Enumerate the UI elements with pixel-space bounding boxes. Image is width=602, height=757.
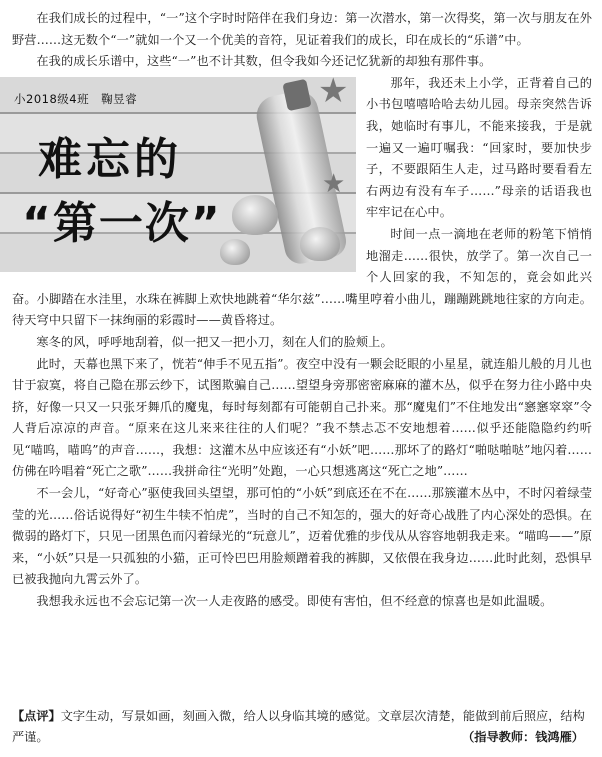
comment-label: 【点评】 xyxy=(12,709,61,723)
illustration-image xyxy=(0,77,356,272)
paragraph-7: 不一会儿，“好奇心”驱使我回头望望，那可怕的“小妖”到底还在不在……那簇灌木丛中，不时闪着绿莹莹的光……俗话说得好“初生牛犊不怕虎”，当时的自己不知怎的，强大的好奇心战胜了内心深处的恐惧。在微弱的路灯下，只见一团黑色而闪着绿光的“玩意儿”，迈着优雅的步伐从从容容地朝我走来。“喵呜——”原来，“小妖”只是一只孤独的小猫，正可怜巴巴用脸颊蹭着我的裤脚，又依偎在我身边……此时此刻，恐惧早已被我抛向九霄云外了。 xyxy=(12,486,592,587)
starfish-icon: ★ xyxy=(318,76,349,111)
image-caption: 小2018级4班 鞠昱睿 xyxy=(14,91,138,106)
paragraph-3: 那年，我还未上小学，正背着自己的小书包嘻嘻哈哈去幼儿园。母亲突然告诉我，她临时有事儿，不能来接我，于是就一遍又一遍叮嘱我：“回家时，要加快步子，不要跟陌生人走，过马路时要看看左右两边有没有车子……”母亲的话语我也牢牢记在心中。 xyxy=(366,75,592,220)
teacher-comment xyxy=(12,706,590,748)
teacher-signature: （指导教师：钱鸿雁） xyxy=(462,730,584,744)
article-body xyxy=(12,8,592,613)
image-title-line1: 难忘的 xyxy=(38,133,182,185)
shell-graphic xyxy=(232,195,278,235)
paragraph-1: 在我们成长的过程中，“一”这个字时时陪伴在我们身边：第一次潜水，第一次得奖，第一次与朋友在外野营……这无数个“一”就如一个又一个优美的音符，见证着我们的成长，印在成长的“乐谱”中。 xyxy=(12,11,592,47)
image-title-line2: “第一次” xyxy=(22,197,222,249)
paragraph-2: 在我的成长乐谱中，这些“一”也不计其数，但令我如今还记忆犹新的却独有那件事。 xyxy=(36,54,492,69)
starfish-icon: ★ xyxy=(322,168,346,199)
paragraph-6: 此时，天幕也黑下来了，恍若“伸手不见五指”。夜空中没有一颗会眨眼的小星星，就连船儿般的月儿也甘于寂寞，将自己隐在那云纱下，试图欺骗自己……望望身旁那密密麻麻的灌木丛，似乎在努力往小路中央挤，好像一只又一只张牙舞爪的魔鬼，每时每刻都有可能朝自己扑来。那“魔鬼们”不住地发出“窸窸窣窣”令人背后凉凉的声音。“原来在这儿来来往往的人们呢？”我不禁忐忑不安地想着……似乎还能隐隐约约听见“喵呜，喵呜”的声音……，我想：这灌木丛中应该还有“小妖”吧……那坏了的路灯“啪哒啪哒”地闪着……仿佛在吟唱着“死亡之歌”……我拼命往“光明”处跑，一心只想逃离这“死亡之地”…… xyxy=(12,356,592,479)
shell-graphic xyxy=(300,227,340,261)
paragraph-4: 时间一点一滴地在老师的粉笔下悄悄地溜走……很快，放学了。第一次自己一个人回家的我，不知怎的，竟会如此兴奋。小脚踏在水洼里，水珠在裤脚上欢快地跳着“华尔兹”……嘴里哼着小曲儿，蹦蹦跳跳地往家的方向走。待天穹中只留下一抹绚丽的彩霞时——黄昏将过。 xyxy=(12,226,592,328)
comment-text: 文字生动，写景如画，刻画入微，给人以身临其境的感觉。文章层次清楚，能做到前后照应，结构严谨。 xyxy=(12,709,585,744)
paragraph-5: 寒冬的风，呼呼地刮着，似一把又一把小刀，刻在人们的脸颊上。 xyxy=(36,334,393,349)
shell-graphic xyxy=(220,239,250,265)
paragraph-8: 我想我永远也不会忘记第一次一人走夜路的感受。即使有害怕，但不经意的惊喜也是如此温暖。 xyxy=(36,594,553,609)
